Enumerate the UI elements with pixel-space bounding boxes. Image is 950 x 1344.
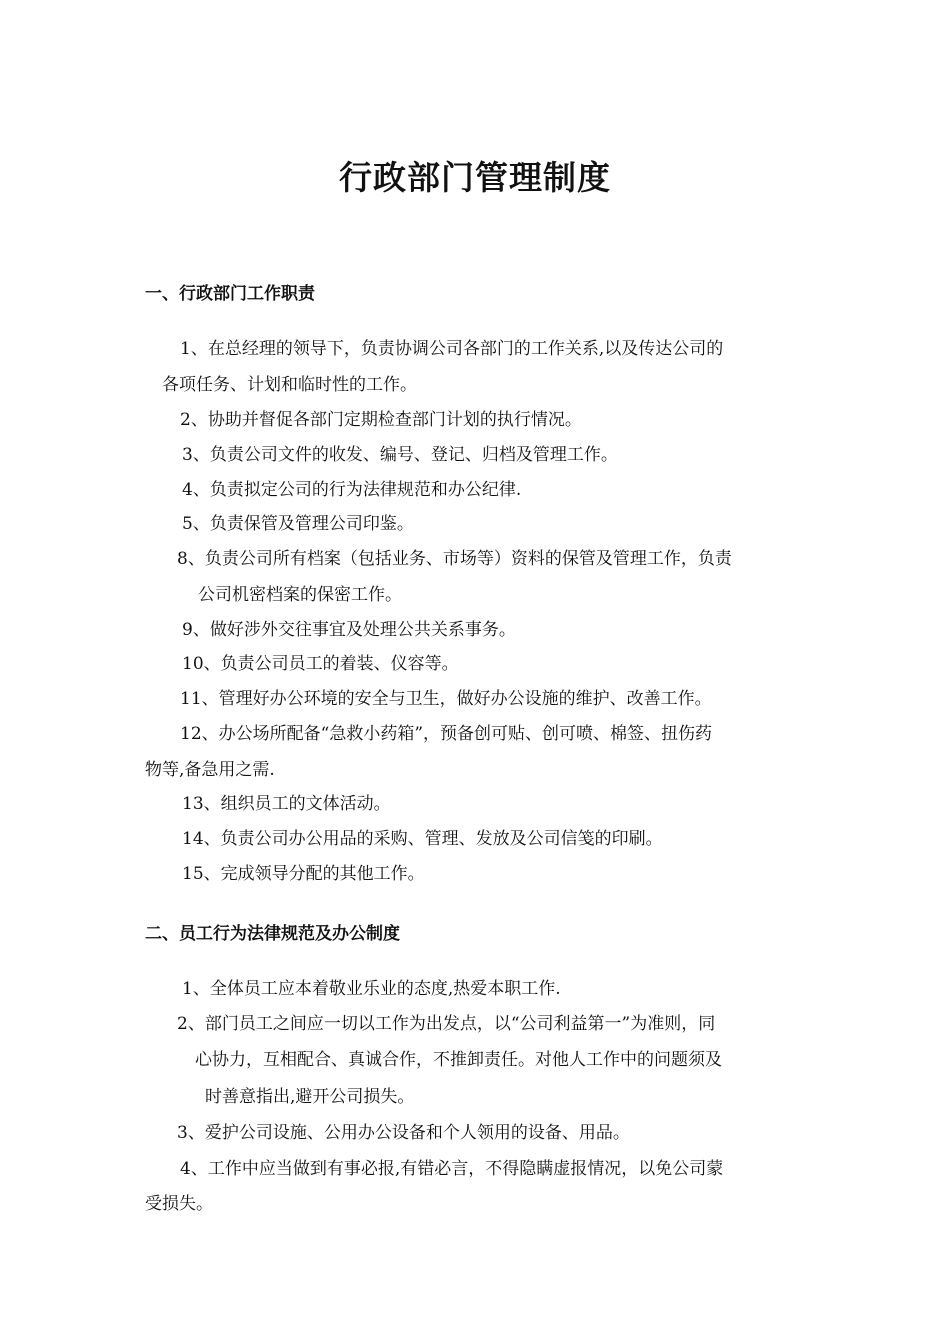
list-item-line: 11、管理好办公环境的安全与卫生，做好办公设施的维护、改善工作。	[180, 689, 712, 709]
list-item-line: 受损失。	[145, 1194, 213, 1214]
page-title: 行政部门管理制度	[339, 158, 611, 197]
list-item-line: 1、全体员工应本着敬业乐业的态度,热爱本职工作.	[182, 979, 561, 999]
list-item-line: 心协力，互相配合、真诚合作，不推卸责任。对他人工作中的问题须及	[195, 1050, 722, 1070]
list-item-line: 时善意指出,避开公司损失。	[205, 1087, 415, 1107]
section-heading-2: 二、员工行为法律规范及办公制度	[145, 924, 400, 944]
list-item-line: 4、负责拟定公司的行为法律规范和办公纪律.	[182, 480, 522, 500]
list-item-line: 物等,备急用之需.	[145, 760, 275, 780]
list-item-line: 3、负责公司文件的收发、编号、登记、归档及管理工作。	[182, 445, 618, 465]
list-item-line: 5、负责保管及管理公司印鉴。	[182, 514, 414, 534]
list-item-line: 3、爱护公司设施、公用办公设备和个人领用的设备、用品。	[177, 1123, 630, 1143]
list-item-line: 各项任务、计划和临时性的工作。	[162, 375, 417, 395]
list-item-line: 14、负责公司办公用品的采购、管理、发放及公司信笺的印刷。	[182, 829, 663, 849]
list-item-line: 公司机密档案的保密工作。	[198, 585, 402, 605]
list-item-line: 10、负责公司员工的着装、仪容等。	[182, 654, 459, 674]
section-heading-1: 一、行政部门工作职责	[145, 284, 315, 304]
list-item-line: 4、工作中应当做到有事必报,有错必言，不得隐瞒虚报情况，以免公司蒙	[180, 1159, 724, 1179]
list-item-line: 9、做好涉外交往事宜及处理公共关系事务。	[182, 620, 516, 640]
list-item-line: 13、组织员工的文体活动。	[182, 794, 391, 814]
list-item-line: 15、完成领导分配的其他工作。	[182, 864, 425, 884]
list-item-line: 1、在总经理的领导下，负责协调公司各部门的工作关系,以及传达公司的	[180, 339, 724, 359]
list-item-line: 2、部门员工之间应一切以工作为出发点，以“公司利益第一”为准则，同	[177, 1014, 716, 1034]
list-item-line: 2、协助并督促各部门定期检查部门计划的执行情况。	[180, 410, 582, 430]
list-item-line: 8、负责公司所有档案（包括业务、市场等）资料的保管及管理工作，负责	[177, 549, 732, 569]
list-item-line: 12、办公场所配备“急救小药箱”，预备创可贴、创可喷、棉签、扭伤药	[180, 724, 713, 744]
